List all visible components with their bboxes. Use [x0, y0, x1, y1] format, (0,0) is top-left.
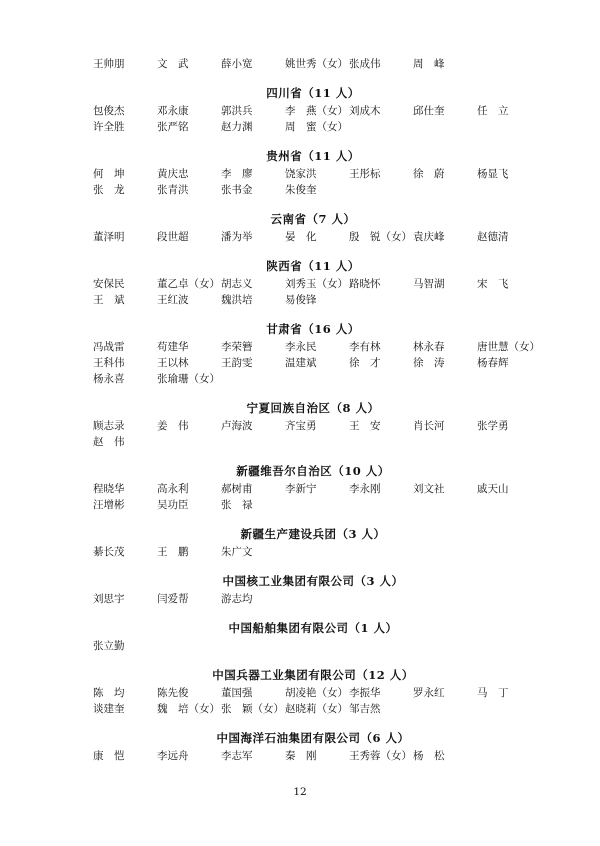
person-name: 魏 培（女）: [157, 703, 220, 715]
person-name: 李 燕（女）: [285, 105, 348, 117]
person-name: 薛小宽: [221, 58, 253, 70]
person-name: 殷 锐（女）: [349, 231, 412, 243]
person-name: 邓永康: [157, 105, 189, 117]
person-name: 李永刚: [349, 483, 381, 495]
person-name: 周 峰: [413, 58, 445, 70]
name-grid: [93, 418, 533, 450]
person-name: 徐 涛: [413, 357, 445, 369]
person-name: 王 鹏: [157, 546, 189, 558]
person-name: 赵力渊: [221, 121, 253, 133]
person-name: 晏 化: [285, 231, 317, 243]
person-name: 王秀蓉（女）: [349, 750, 412, 762]
section-8: [93, 527, 533, 560]
person-name: 李永民: [285, 341, 317, 353]
person-name: 易俊锋: [285, 294, 317, 306]
person-name: 吴功臣: [157, 499, 189, 511]
person-name: 戚天山: [477, 483, 509, 495]
person-name: 宋 飞: [477, 278, 509, 290]
section-3: [93, 212, 533, 245]
person-name: 胡志义: [221, 278, 253, 290]
person-name: 邱仕奎: [413, 105, 445, 117]
person-name: 康 恺: [93, 750, 125, 762]
page-number: 12: [293, 786, 307, 798]
section-11: [93, 668, 533, 717]
person-name: 游志均: [221, 593, 253, 605]
person-name: 林永春: [413, 341, 445, 353]
person-name: 李 廖: [221, 168, 253, 180]
section-9: [93, 574, 533, 607]
person-name: 张瑜珊（女）: [157, 373, 220, 385]
name-grid: [93, 166, 533, 198]
section-4: [93, 259, 533, 308]
person-name: 王帅朋: [93, 58, 125, 70]
person-name: 董乙卓（女）: [157, 278, 220, 290]
person-name: 李新宁: [285, 483, 317, 495]
person-name: 苟建华: [157, 341, 189, 353]
person-name: 温建斌: [285, 357, 317, 369]
person-name: 李荣簪: [221, 341, 253, 353]
section-heading: 中国船舶集团有限公司（1 人）: [228, 621, 398, 635]
section-10: [93, 621, 533, 654]
person-name: 徐 才: [349, 357, 381, 369]
person-name: 刘秀玉（女）: [285, 278, 348, 290]
name-grid: [93, 103, 533, 135]
person-name: 赵 伟: [93, 436, 125, 448]
person-name: 顾志录: [93, 420, 125, 432]
person-name: 李有林: [349, 341, 381, 353]
person-name: 陈先俊: [157, 687, 189, 699]
person-name: 袁庆峰: [413, 231, 445, 243]
person-name: 饶家洪: [285, 168, 317, 180]
person-name: 安保民: [93, 278, 125, 290]
person-name: 肖长河: [413, 420, 445, 432]
person-name: 王 斌: [93, 294, 125, 306]
person-name: 高永利: [157, 483, 189, 495]
section-heading: 贵州省（11 人）: [266, 149, 360, 163]
person-name: 董泽明: [93, 231, 125, 243]
name-grid: [93, 685, 533, 717]
person-name: 张立勤: [93, 640, 125, 652]
person-name: 刘思宇: [93, 593, 125, 605]
person-name: 赵德清: [477, 231, 509, 243]
section-5: [93, 322, 540, 387]
person-name: 刘文社: [413, 483, 445, 495]
person-name: 王科伟: [93, 357, 125, 369]
person-name: 王 安: [349, 420, 381, 432]
person-name: 张 颖（女）: [221, 703, 284, 715]
person-name: 张成伟: [349, 58, 381, 70]
person-name: 张 龙: [93, 184, 125, 196]
person-name: 文 武: [157, 58, 189, 70]
person-name: 杨永喜: [93, 373, 125, 385]
section-heading: 中国兵器工业集团有限公司（12 人）: [212, 668, 414, 682]
person-name: 周 蜜（女）: [285, 121, 348, 133]
person-name: 刘成木: [349, 105, 381, 117]
person-name: 董国强: [221, 687, 253, 699]
name-grid: [93, 748, 533, 764]
name-grid: [93, 339, 540, 387]
name-grid: [93, 544, 533, 560]
person-name: 潘为举: [221, 231, 253, 243]
person-name: 齐宝勇: [285, 420, 317, 432]
person-name: 谈建奎: [93, 703, 125, 715]
person-name: 李志军: [221, 750, 253, 762]
person-name: 张书金: [221, 184, 253, 196]
person-name: 郭洪兵: [221, 105, 253, 117]
name-list: [93, 56, 540, 764]
person-name: 冯战雷: [93, 341, 125, 353]
person-name: 陈 均: [93, 687, 125, 699]
person-name: 汪增彬: [93, 499, 125, 511]
person-name: 魏洪培: [221, 294, 253, 306]
person-name: 綦长茂: [93, 546, 125, 558]
section-12: [93, 731, 533, 764]
person-name: 路晓怀: [349, 278, 381, 290]
section-2: [93, 149, 533, 198]
person-name: 胡凌艳（女）: [285, 687, 348, 699]
person-name: 张青洪: [157, 184, 189, 196]
person-name: 张严铭: [157, 121, 189, 133]
person-name: 赵晓莉（女）: [285, 703, 348, 715]
person-name: 郝树甫: [221, 483, 253, 495]
section-7: [93, 464, 533, 513]
person-name: 秦 刚: [285, 750, 317, 762]
person-name: 李振华: [349, 687, 381, 699]
person-name: 张学勇: [477, 420, 509, 432]
person-name: 段世超: [157, 231, 189, 243]
person-name: 马 丁: [477, 687, 509, 699]
name-grid: [93, 56, 533, 72]
section-1: [93, 86, 533, 135]
person-name: 何 坤: [93, 168, 125, 180]
person-name: 朱俊奎: [285, 184, 317, 196]
person-name: 张 禄: [221, 499, 253, 511]
person-name: 杨显飞: [477, 168, 509, 180]
name-grid: [93, 229, 533, 245]
person-name: 朱广文: [221, 546, 253, 558]
section-heading: 四川省（11 人）: [266, 86, 360, 100]
section-heading: 新疆维吾尔自治区（10 人）: [236, 464, 390, 478]
person-name: 卢海波: [221, 420, 253, 432]
person-name: 王以林: [157, 357, 189, 369]
person-name: 闫爱帮: [157, 593, 189, 605]
section-heading: 宁夏回族自治区（8 人）: [246, 401, 380, 415]
person-name: 邹吉然: [349, 703, 381, 715]
person-name: 徐 蔚: [413, 168, 445, 180]
person-name: 黄庆忠: [157, 168, 189, 180]
person-name: 杨 松: [413, 750, 445, 762]
person-name: 杨春辉: [477, 357, 509, 369]
section-heading: 甘肃省（16 人）: [266, 322, 360, 336]
section-0: [93, 56, 533, 72]
person-name: 马智湖: [413, 278, 445, 290]
section-heading: 陕西省（11 人）: [266, 259, 360, 273]
name-grid: [93, 276, 533, 308]
person-name: 任 立: [477, 105, 509, 117]
section-heading: 中国核工业集团有限公司（3 人）: [222, 574, 404, 588]
person-name: 程晓华: [93, 483, 125, 495]
section-heading: 新疆生产建设兵团（3 人）: [240, 527, 386, 541]
person-name: 唐世慧（女）: [477, 341, 540, 353]
person-name: 王彤标: [349, 168, 381, 180]
section-heading: 云南省（7 人）: [270, 212, 356, 226]
person-name: 王红波: [157, 294, 189, 306]
person-name: 罗永红: [413, 687, 445, 699]
person-name: 许全胜: [93, 121, 125, 133]
person-name: 姜 伟: [157, 420, 189, 432]
person-name: 王韵雯: [221, 357, 253, 369]
name-grid: [93, 591, 533, 607]
name-grid: [93, 638, 533, 654]
name-grid: [93, 481, 533, 513]
section-6: [93, 401, 533, 450]
person-name: 李远舟: [157, 750, 189, 762]
section-heading: 中国海洋石油集团有限公司（6 人）: [216, 731, 410, 745]
person-name: 姚世秀（女）: [285, 58, 348, 70]
person-name: 包俊杰: [93, 105, 125, 117]
